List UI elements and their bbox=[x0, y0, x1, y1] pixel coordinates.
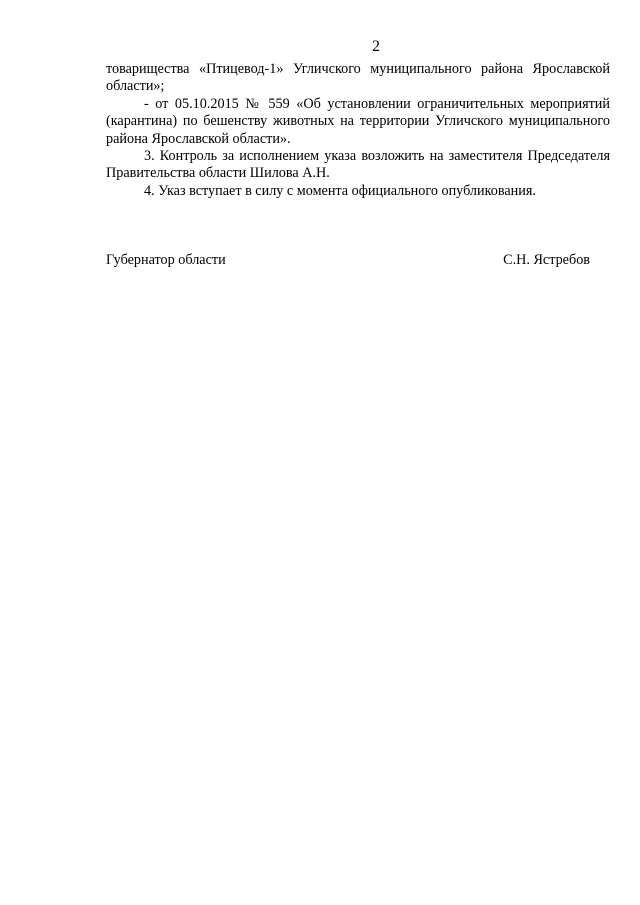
signatory-name: С.Н. Ястребов bbox=[503, 252, 590, 268]
document-body bbox=[106, 61, 610, 200]
page-number: 2 bbox=[372, 38, 380, 55]
paragraph-continuation: товарищества «Птицевод-1» Угличского муниципального района Ярославской области»; bbox=[106, 61, 610, 95]
paragraph-item-4: 4. Указ вступает в силу с момента официального опубликования. bbox=[144, 182, 536, 199]
paragraph-item-3: 3. Контроль за исполнением указа возложить на заместителя Председателя Правительства области Шилова А.Н. bbox=[106, 148, 610, 182]
signature-block bbox=[106, 251, 590, 269]
paragraph-decree-559: - от 05.10.2015 № 559 «Об установлении ограничительных мероприятий (карантина) по бешенству животных на территории Угличского муниципального района Ярославской области». bbox=[106, 95, 610, 147]
signatory-position: Губернатор области bbox=[106, 252, 226, 268]
